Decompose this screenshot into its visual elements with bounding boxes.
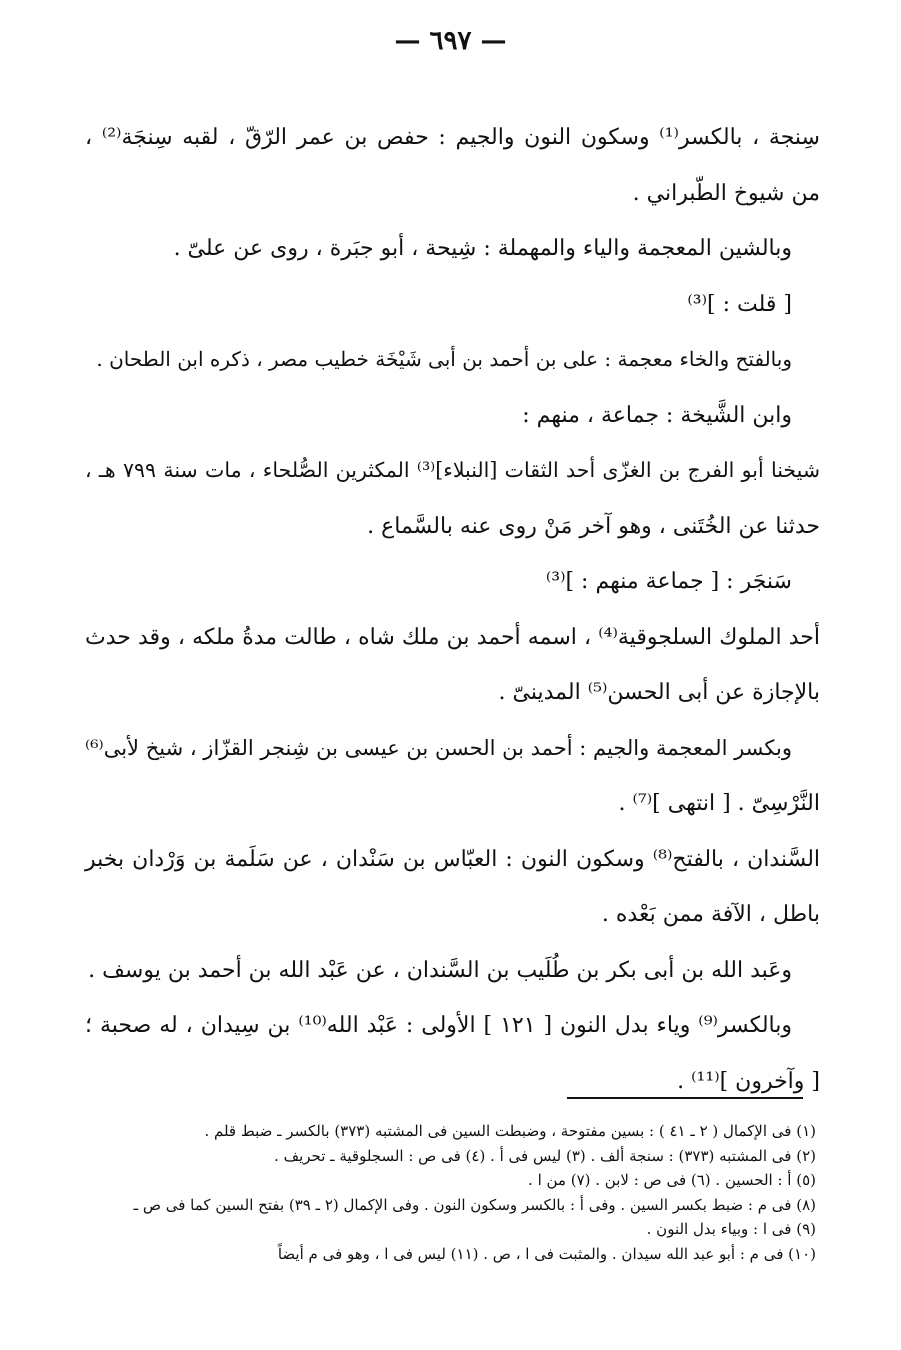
footnote-separator <box>567 1097 803 1099</box>
text-line: [ وآخرون ]⁽¹¹⁾ . <box>677 1068 820 1094</box>
text-line: السَّندان ، بالفتح⁽⁸⁾ وسكون النون : العبّاس بن سَنْدان ، عن سَلَمة بن وَرْدان بخبر <box>85 846 821 872</box>
text-line: حدثنا عن الخُتَنى ، وهو آخر مَنْ روى عنه بالسَّماع . <box>367 513 820 539</box>
text-line: وبالكسر⁽⁹⁾ وياء بدل النون [ ١٢١ ] الأولى : عَبْد الله⁽¹⁰⁾ بن سِيدان ، له صحبة ؛ <box>85 1013 792 1038</box>
text-line: من شيوخ الطّبراني . <box>632 180 820 206</box>
footnote-line: (٨) فى م : ضبط بكسر السين . وفى أ : بالكسر وسكون النون . وفى الإكمال (٢ ـ ٣٩) بفتح السين كما فى ص ـ <box>133 1195 816 1214</box>
text-line: شيخنا أبو الفرج بن الغزّى أحد الثقات [النبلاء]⁽³⁾ المكثرين الصُّلحاء ، مات سنة ٧٩٩ هـ ، <box>85 458 820 482</box>
text-line: سَنجَر : [ جماعة منهم : ]⁽³⁾ <box>545 569 792 594</box>
footnote-line: (١٠) فى م : أبو عبد الله سيدان . والمثبت فى ا ، ص . (١١) ليس فى ا ، وهو فى م أيضاً <box>277 1244 816 1263</box>
text-line: وبالفتح والخاء معجمة : على بن أحمد بن أبى شَيْخَة خطيب مصر ، ذكره ابن الطحان . <box>96 347 792 371</box>
main-text <box>85 110 820 1109</box>
text-line: سِنجة ، بالكسر⁽¹⁾ وسكون النون والجيم : حفص بن عمر الرّقّ ، لقبه سِنجَة⁽²⁾ ، <box>85 125 820 150</box>
text-line: وبالشين المعجمة والياء والمهملة : شِيحة ، أبو جبَرة ، روى عن علىّ . <box>173 236 792 261</box>
text-line: النَّرْسِىّ . [ انتهى ]⁽⁷⁾ . <box>618 791 820 816</box>
footnotes <box>100 1119 816 1266</box>
text-line: وابن الشَّيخة : جماعة ، منهم : <box>522 402 792 428</box>
footnote-line: (٩) فى ا : وبياء بدل النون . <box>646 1220 816 1238</box>
page-number <box>0 26 901 56</box>
text-line: أحد الملوك السلجوقية⁽⁴⁾ ، اسمه أحمد بن ملك شاه ، طالت مدةُ ملكه ، وقد حدث <box>85 624 820 650</box>
text-line: وعَبد الله بن أبى بكر بن طُلَيب بن السَّندان ، عن عَبْد الله بن أحمد بن يوسف . <box>88 957 792 983</box>
text-line: بالإجازة عن أبى الحسن⁽⁵⁾ المدينىّ . <box>498 680 820 705</box>
footnote-line: (٥) أ : الحسين . (٦) فى ص : لابن . (٧) من ا . <box>528 1171 816 1189</box>
text-line: [ قلت : ]⁽³⁾ <box>687 291 792 317</box>
page-number-text: — ٦٩٧ — <box>394 26 507 56</box>
footnote-line: (٢) فى المشتبه (٣٧٣) : سنجة ألف . (٣) ليس فى أ . (٤) فى ص : السجلوقية ـ تحريف . <box>274 1146 816 1165</box>
footnote-line: (١) فى الإكمال ( ٢ ـ ٤١ ) : بسين مفتوحة ، وضبطت السين فى المشتبه (٣٧٣) بالكسر ـ ضبط قلم . <box>204 1122 816 1140</box>
text-line: وبكسر المعجمة والجيم : أحمد بن الحسن بن عيسى بن شِنجر القزّاز ، شيخ لأبى⁽⁶⁾ <box>84 735 792 760</box>
text-line: باطل ، الآفة ممن بَعْده . <box>601 902 820 927</box>
